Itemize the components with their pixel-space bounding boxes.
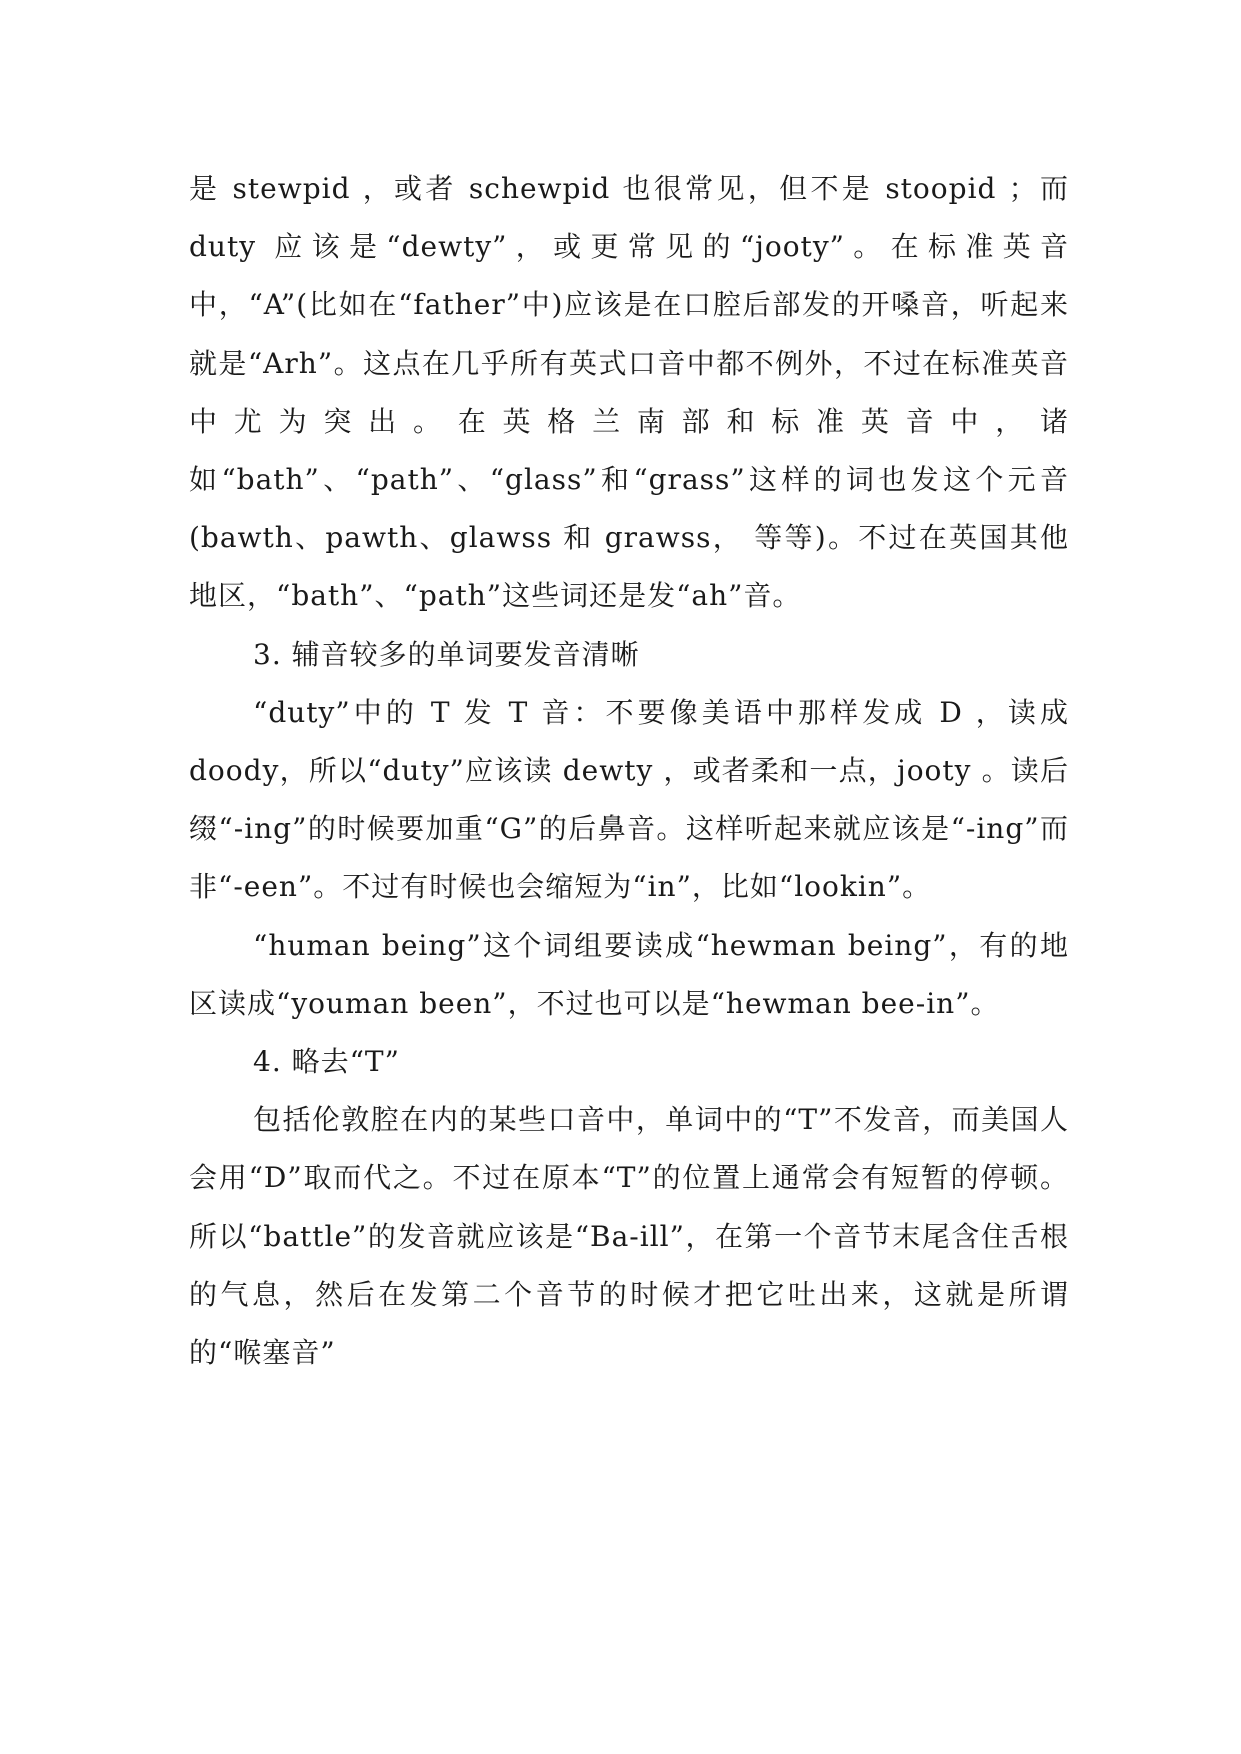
section-heading-3: 3. 辅音较多的单词要发音清晰 xyxy=(253,637,640,671)
section-heading-4: 4. 略去“T” xyxy=(253,1045,400,1079)
paragraph-pronunciation-a: 是 stewpid ，或者 schewpid 也很常见，但不是 stoopid ；而 duty 应该是“dewty”，或更常见的“jooty”。在标准英音中，“A”(比如在“father”中)应该是在口腔后部发的开嗓音，听起来就是“Arh”。这点在几乎所有英式口音中都不例外，不过在标准英音中尤为突出。在英格兰南部和标准英音中，诸如“bath”、“path”、“glass”和“grass”这样的词也发这个元音(bawth、pawth、glawss 和 grawss， 等等)。不过在英国其他地区，“bath”、“path”这些词还是发“ah”音。 xyxy=(189,172,1069,613)
body-text xyxy=(189,160,1069,1382)
paragraph-human-being: “human being”这个词组要读成“hewman being”，有的地区读成“youman been”，不过也可以是“hewman bee-in”。 xyxy=(189,928,1069,1020)
paragraph-duty-t: “duty”中的 T 发 T 音：不要像美语中那样发成 D ，读成 doody，所以“duty”应该读 dewty ，或者柔和一点，jooty 。读后缀“-ing”的时候要加重“G”的后鼻音。这样听起来就应该是“-ing”而非“-een”。不过有时候也会缩短为“in”，比如“lookin”。 xyxy=(189,695,1069,904)
paragraph-glottal-stop: 包括伦敦腔在内的某些口音中，单词中的“T”不发音，而美国人会用“D”取而代之。不过在原本“T”的位置上通常会有短暂的停顿。所以“battle”的发音就应该是“Ba-ill”，在第一个音节末尾含住舌根的气息，然后在发第二个音节的时候才把它吐出来，这就是所谓的“喉塞音” xyxy=(189,1103,1069,1370)
